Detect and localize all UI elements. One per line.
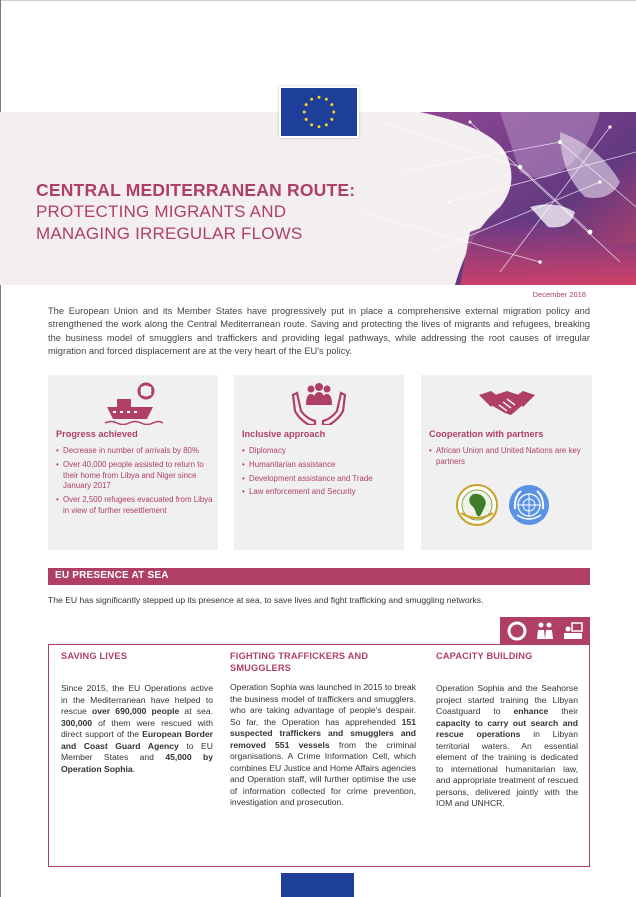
partners-list — [429, 446, 589, 471]
bold-text: 151 suspected traffickers and smugglers and removed 551 vessels — [230, 716, 416, 750]
bold-text: 300,000 — [61, 717, 93, 728]
ship-lifebuoy-icon — [103, 381, 163, 425]
approach-list — [242, 446, 402, 501]
partner-logos — [455, 483, 555, 527]
box-title: Progress achieved — [56, 429, 138, 439]
list-item: • Over 40,000 people assisted to return to their home from Libya and Niger since January 2017 — [56, 460, 216, 492]
box-title: Inclusive approach — [242, 429, 326, 439]
list-item: • Over 2,500 refugees evacuated from Libya in view of further resettlement — [56, 495, 216, 517]
title-line-2: PROTECTING MIGRANTS AND — [36, 202, 287, 221]
lifebuoy-icon — [506, 621, 528, 641]
cooperation-partners-box — [421, 375, 592, 550]
column-body: Operation Sophia was launched in 2015 to break the business model of traffickers and smugglers, who are taking advantage of people's despair. So far, the Operation has apprehended 151 suspected traffickers and smugglers and removed 551 vessels from the criminal organisations. A Crime Information Cell, which combines EU Justice and Home Affairs agencies and Operation staff, will further optimise the use of information collected for crime prevention, investigation and prosecution. — [230, 682, 416, 807]
column-title: SAVING LIVES — [61, 651, 128, 661]
column-body: Operation Sophia and the Seahorse project started training the Libyan Coastguard to enhance their capacity to carry out search and rescue operations in Libyan territorial waters. An essential element of the training is dedicated to international humanitarian law, and appropriate treatment of rescued persons, delivered jointly with the IOM and UNHCR. — [436, 683, 578, 808]
people-hands-icon — [289, 381, 349, 425]
african-union-logo — [455, 483, 499, 527]
bold-text: 45,000 by Operation Sophia — [61, 752, 213, 774]
fighting-traffickers-column — [230, 650, 416, 809]
handshake-icon — [477, 381, 537, 425]
title-line-1: CENTRAL MEDITERRANEAN ROUTE: — [36, 180, 356, 200]
section-intro: The EU has significantly stepped up its presence at sea, to save lives and fight trafficking and smuggling networks. — [48, 595, 484, 605]
bold-text: enhance — [513, 706, 549, 716]
section-icon-tab — [500, 617, 590, 645]
bold-text: European Border and Coast Guard Agency — [61, 729, 213, 751]
list-item: • Diplomacy — [242, 446, 402, 457]
capacity-building-column — [436, 650, 578, 810]
progress-list — [56, 446, 216, 520]
inclusive-approach-box — [234, 375, 404, 550]
top-rule — [0, 0, 636, 1]
people-icon — [534, 621, 556, 641]
training-icon — [562, 621, 584, 641]
bold-text: over 690,000 people — [91, 706, 180, 716]
section-heading: EU PRESENCE AT SEA — [55, 570, 169, 581]
publication-date: December 2018 — [532, 290, 586, 299]
list-item: • Decrease in number of arrivals by 80% — [56, 446, 216, 457]
saving-lives-column — [61, 650, 213, 775]
united-nations-logo — [507, 483, 551, 527]
section-header-bar — [48, 568, 590, 585]
box-title: Cooperation with partners — [429, 429, 544, 439]
bold-text: capacity to carry out search and rescue operations — [436, 717, 578, 739]
list-item: • Humanitarian assistance — [242, 460, 402, 471]
column-body: Since 2015, the EU Operations active in the Mediterranean have helped to rescue over 690,000 people at sea. 300,000 of them were rescued with direct support of the European Border and Coast Guard Agency to EU Member States and 45,000 by Operation Sophia. — [61, 683, 214, 774]
column-title: CAPACITY BUILDING — [436, 651, 533, 661]
title-line-3: MANAGING IRREGULAR FLOWS — [36, 224, 303, 243]
intro-paragraph: The European Union and its Member States have progressively put in place a comprehensive external migration policy and strengthened the work along the Central Mediterranean route. Saving and protecting the lives of migrants and refugees, breaking the business model of smugglers and traffickers and providing legal pathways, while addressing the root causes of irregular migration and forced displacement are at the very heart of the EU's policy. — [48, 306, 590, 357]
column-title: FIGHTING TRAFFICKERS AND SMUGGLERS — [230, 651, 369, 673]
list-item: • Law enforcement and Security — [242, 487, 402, 498]
footer-blue-block — [281, 873, 354, 897]
document-title — [36, 180, 416, 245]
list-item: • Development assistance and Trade — [242, 474, 402, 485]
progress-achieved-box — [48, 375, 218, 550]
eu-flag-logo — [279, 86, 359, 138]
list-item: • African Union and United Nations are key partners — [429, 446, 589, 468]
